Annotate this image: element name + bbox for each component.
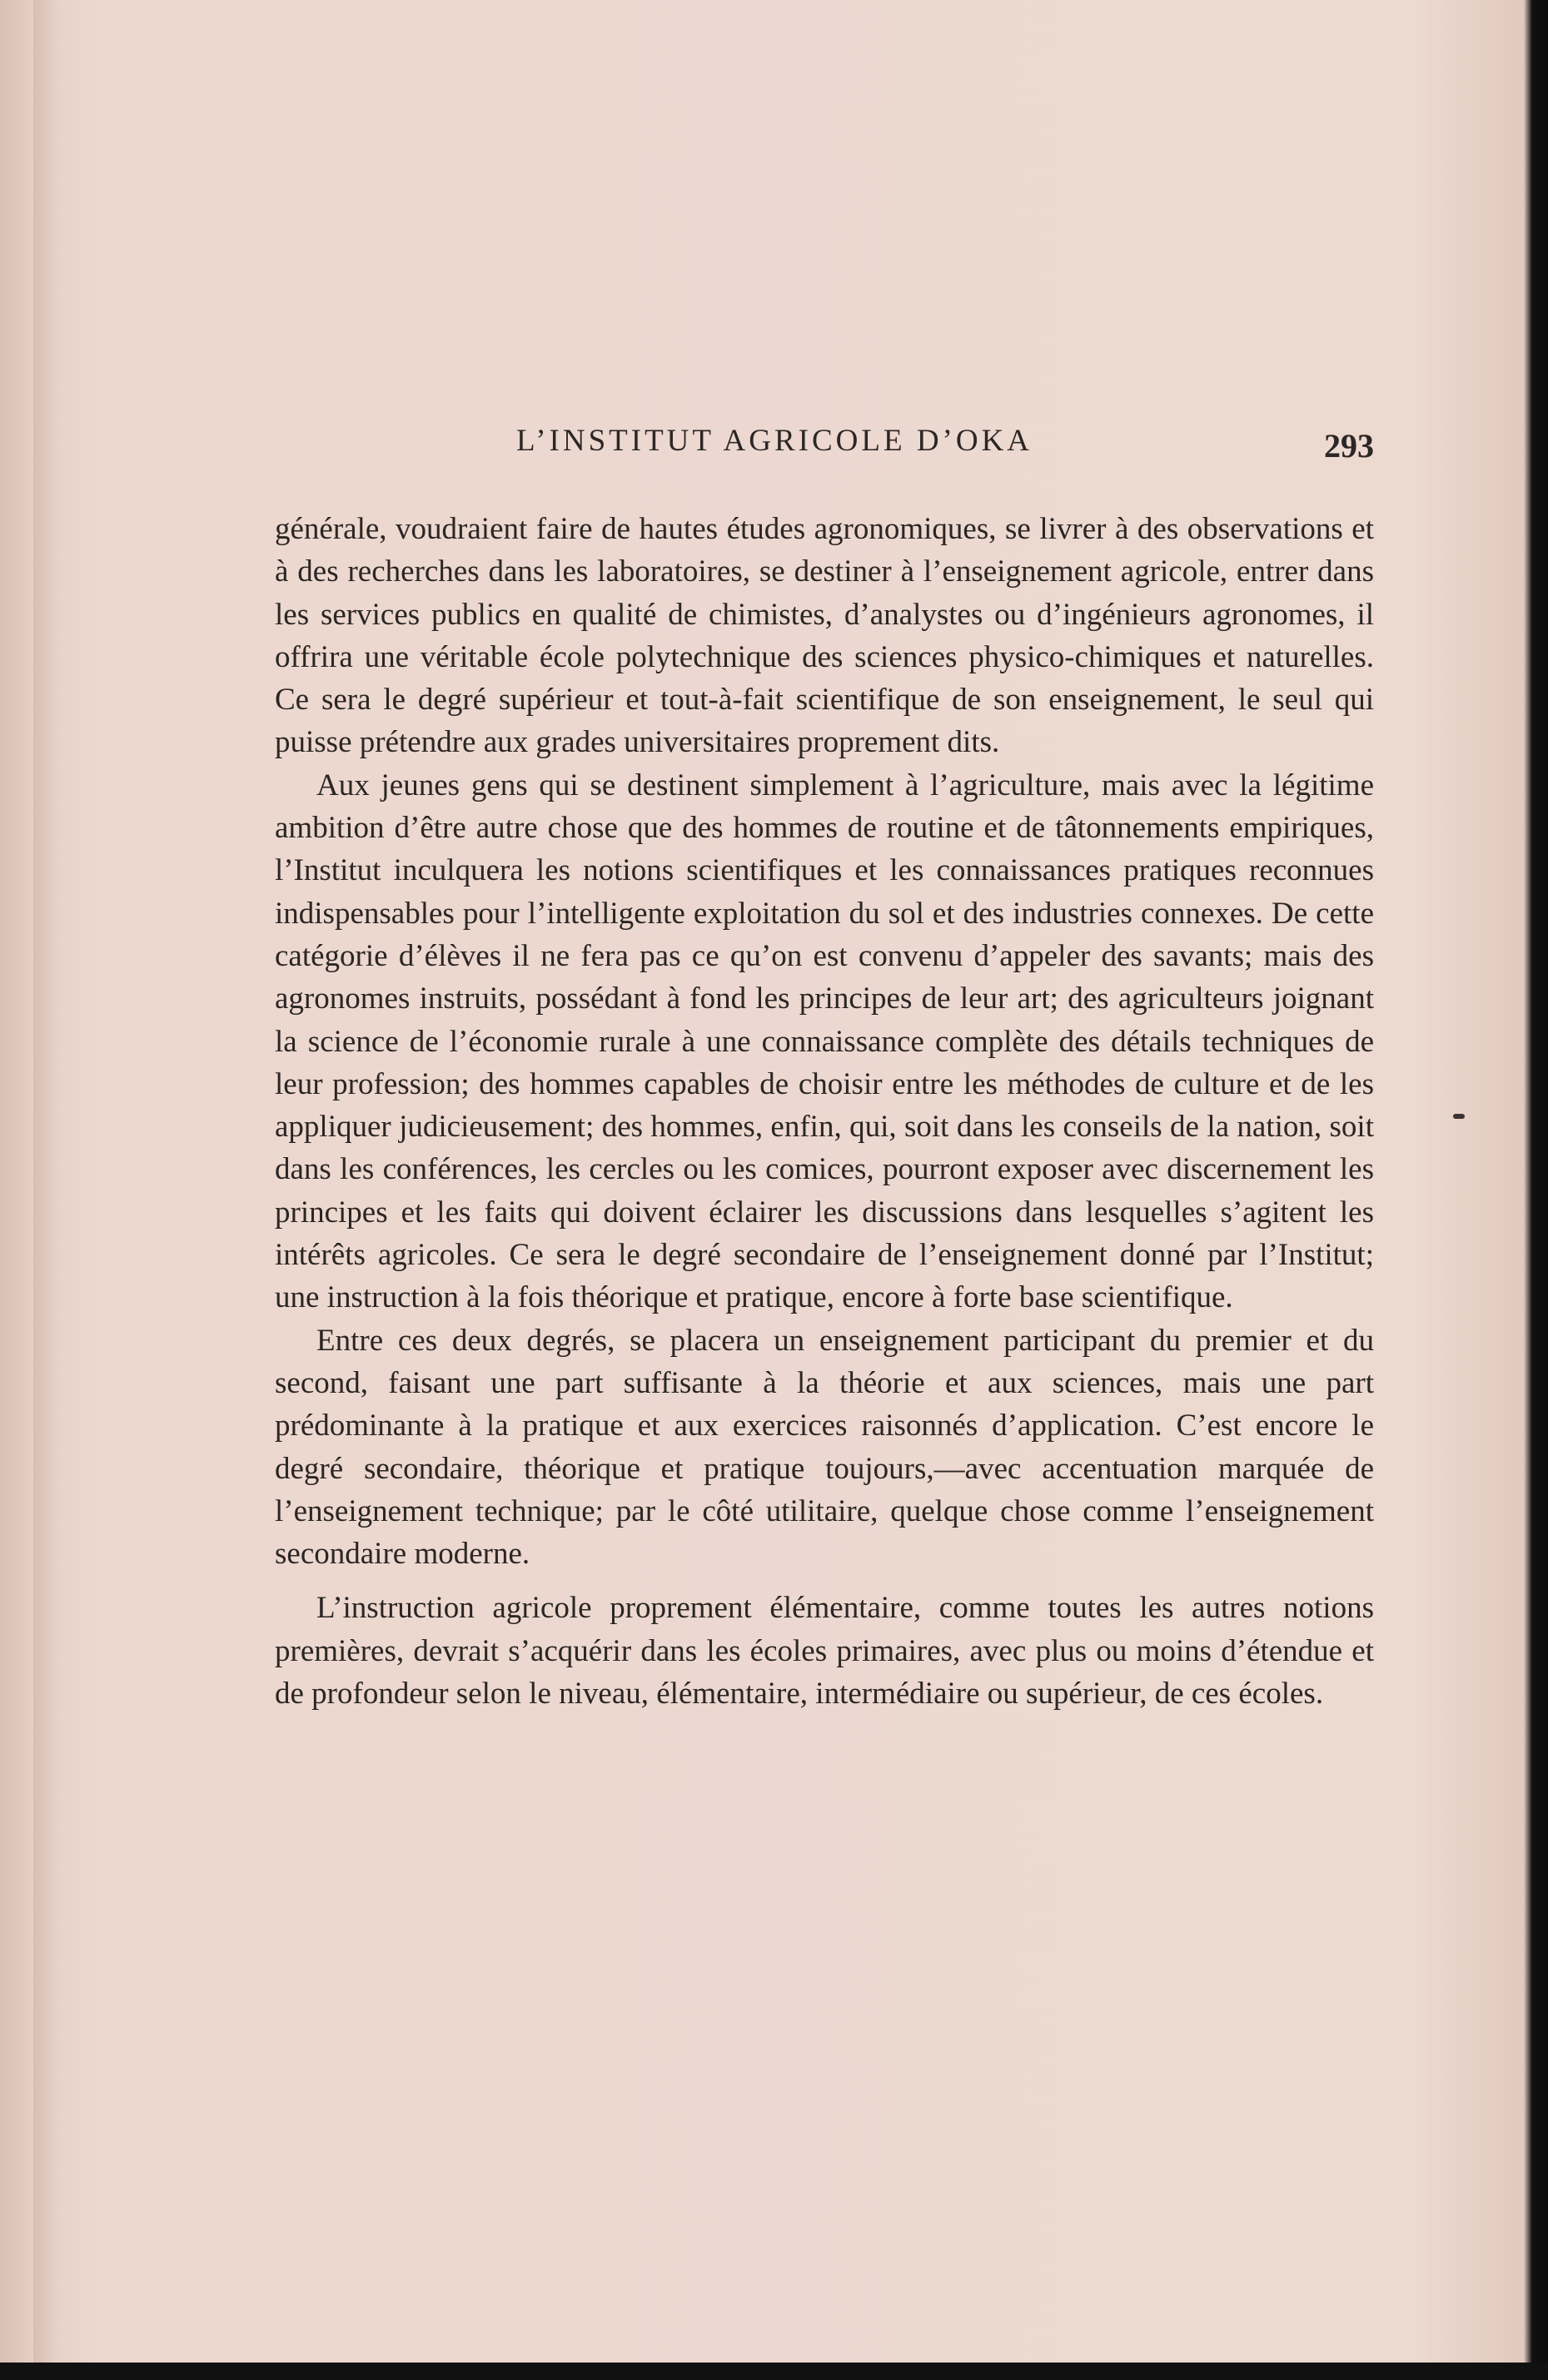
ink-mark [1453, 1114, 1465, 1119]
paragraph-3: Entre ces deux degrés, se placera un enseignement participant du premier et du second, faisant une part suffisante à la théorie et aux sciences, mais une part prédominante à la pratique et aux exercices raisonnés d’application. C’est encore le degré secondaire, théorique et pratique toujours,—avec accentuation marquée de l’enseignement technique; par le côté utilitaire, quelque chose comme l’enseignement secondaire moderne. [275, 1323, 1374, 1572]
page-number: 293 [1324, 427, 1374, 465]
running-title: L’INSTITUT AGRICOLE D’OKA [516, 424, 1033, 458]
scan-bottom-edge [0, 2363, 1548, 2380]
page-gutter-shadow [33, 0, 58, 2380]
page-header [275, 423, 1374, 465]
paragraph-4: L’instruction agricole proprement élémentaire, comme toutes les autres notions premières, devrait s’acquérir dans les écoles primaires, avec plus ou moins d’étendue et de profondeur selon le niveau, élémentaire, intermédiaire ou supérieur, de ces écoles. [275, 1591, 1374, 1712]
paragraph-1: générale, voudraient faire de hautes études agronomiques, se livrer à des observations et à des recherches dans les laboratoires, se destiner à l’enseignement agricole, entrer dans les services publics en qualité de chimistes, d’analystes ou d’ingénieurs agronomes, il offrira une véritable école polytechnique des sciences physico-chimiques et naturelles. Ce sera le degré supérieur et tout-à-fait scientifique de son enseignement, le seul qui puisse prétendre aux grades universitaires proprement dits. [275, 512, 1374, 760]
body-text [275, 508, 1374, 1715]
paragraph-2: Aux jeunes gens qui se destinent simplement à l’agriculture, mais avec la légitime ambition d’être autre chose que des hommes de routine et de tâtonnements empiriques, l’Institut inculquera les notions scientifiques et les connaissances pratiques reconnues indispensables pour l’intelligente exploitation du sol et des industries connexes. De cette catégorie d’élèves il ne fera pas ce qu’on est convenu d’appeler des savants; mais des agronomes instruits, possédant à fond les principes de leur art; des agriculteurs joignant la science de l’économie rurale à une connaissance complète des détails techniques de leur profession; des hommes capables de choisir entre les méthodes de culture et de les appliquer judicieusement; des hommes, enfin, qui, soit dans les conseils de la nation, soit dans les conférences, les cercles ou les comices, pourront exposer avec discernement les principes et les faits qui doivent éclairer les discussions dans lesquelles s’agitent les intérêts agricoles. Ce sera le degré secondaire de l’enseignement donné par l’Institut; une instruction à la fois théorique et pratique, encore à forte base scientifique. [275, 768, 1374, 1315]
